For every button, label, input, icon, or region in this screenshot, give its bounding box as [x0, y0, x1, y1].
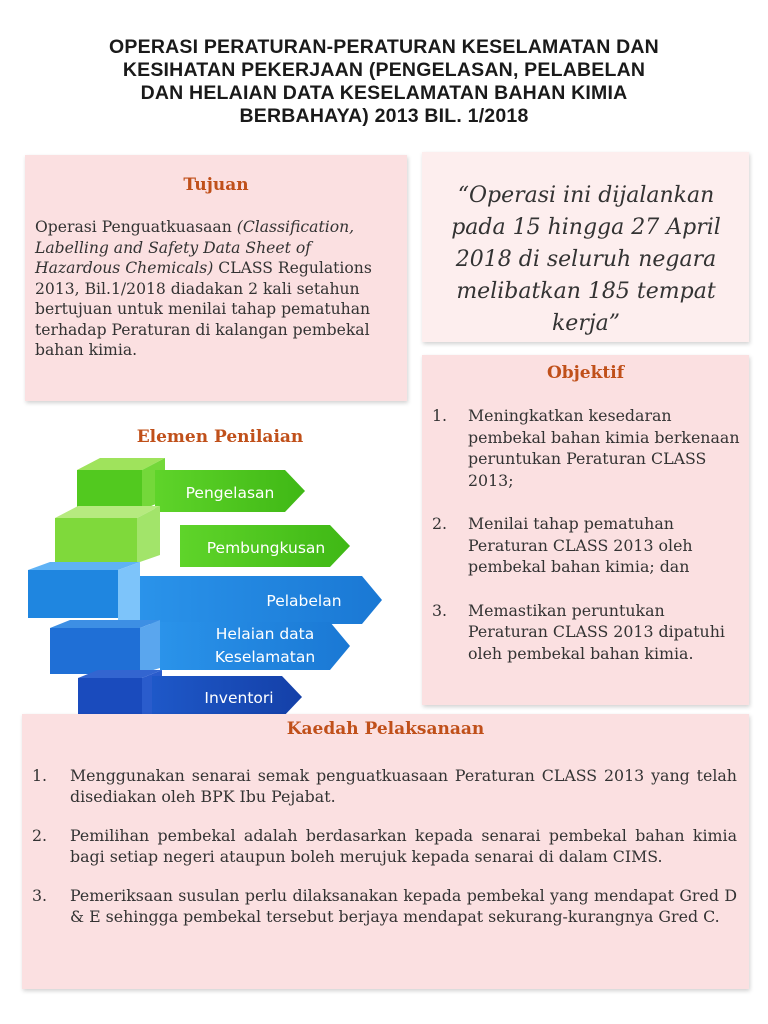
tujuan-text-italic: (Classification, Labelling and Safety Data Sheet of Hazardous Chemicals) [35, 218, 355, 277]
tujuan-text [35, 217, 397, 361]
elemen-label-1: Pengelasan [185, 484, 275, 502]
kaedah-heading: Kaedah Pelaksanaan [286, 719, 485, 739]
elemen-block-pembungkusan [55, 506, 350, 567]
quote-panel [422, 152, 749, 342]
list-text: Memastikan peruntukan Peraturan CLASS 2013 dipatuhi oleh pembekal bahan kimia. [468, 600, 725, 663]
list-number: 1. [32, 766, 48, 785]
title-line: KESIHATAN PEKERJAAN (PENGELASAN, PELABELAN [122, 59, 646, 81]
kaedah-panel [22, 714, 749, 989]
list-text: Pemilihan pembekal adalah berdasarkan kepada senarai pembekal bahan kimia bagi setiap negeri ataupun boleh merujuk kepada senarai di dalam CIMS. [70, 826, 737, 866]
list-number: 3. [32, 886, 48, 905]
quote-text: “Operasi ini dijalankan pada 15 hingga 27 April 2018 di seluruh negara melibatkan 185 tempat kerja” [451, 183, 721, 336]
objektif-heading: Objektif [546, 363, 625, 383]
list-text: Meningkatkan kesedaran pembekal bahan kimia berkenaan peruntukan Peraturan CLASS 2013; [468, 406, 740, 490]
page-title [40, 36, 728, 128]
list-item [432, 513, 742, 578]
kaedah-list [32, 766, 737, 946]
list-number: 2. [432, 514, 448, 533]
list-text: Menggunakan senarai semak penguatkuasaan Peraturan CLASS 2013 yang telah disediakan oleh BPK Ibu Pejabat. [70, 766, 737, 806]
title-line: OPERASI PERATURAN-PERATURAN KESELAMATAN DAN [109, 36, 659, 58]
list-number: 1. [432, 406, 448, 425]
list-number: 2. [32, 826, 48, 845]
list-text: Menilai tahap pematuhan Peraturan CLASS 2013 oleh pembekal bahan kimia; dan [468, 514, 693, 576]
list-item [32, 886, 737, 927]
list-item [432, 405, 742, 491]
elemen-heading: Elemen Penilaian [136, 427, 304, 447]
elemen-label-4a: Helaian data [215, 625, 315, 643]
tujuan-text-post: CLASS Regulations 2013, Bil.1/2018 diadakan 2 kali setahun bertujuan untuk menilai tahap pematuhan terhadap Peraturan di kalangan pembekal bahan kimia. [35, 259, 372, 359]
elemen-label-3: Pelabelan [266, 592, 342, 610]
tujuan-panel [25, 155, 407, 401]
list-item [432, 600, 742, 665]
list-number: 3. [432, 600, 448, 620]
list-item [32, 766, 737, 807]
title-line: DAN HELAIAN DATA KESELAMATAN BAHAN KIMIA [140, 82, 628, 104]
elemen-label-5: Inventori [204, 689, 274, 707]
elemen-label-2: Pembungkusan [206, 539, 326, 557]
tujuan-heading: Tujuan [183, 175, 249, 195]
elemen-diagram [20, 450, 390, 725]
objektif-panel [422, 355, 749, 705]
elemen-label-4b: Keselamatan [214, 648, 316, 666]
title-line: BERBAHAYA) 2013 BIL. 1/2018 [239, 105, 529, 127]
objektif-list [432, 405, 742, 686]
list-item [32, 826, 737, 867]
list-text: Pemeriksaan susulan perlu dilaksanakan kepada pembekal yang mendapat Gred D & E sehingga pembekal tersebut berjaya mendapat sekurang-kurangnya Gred C. [70, 886, 737, 926]
tujuan-text-pre: Operasi Penguatkuasaan [35, 218, 237, 236]
